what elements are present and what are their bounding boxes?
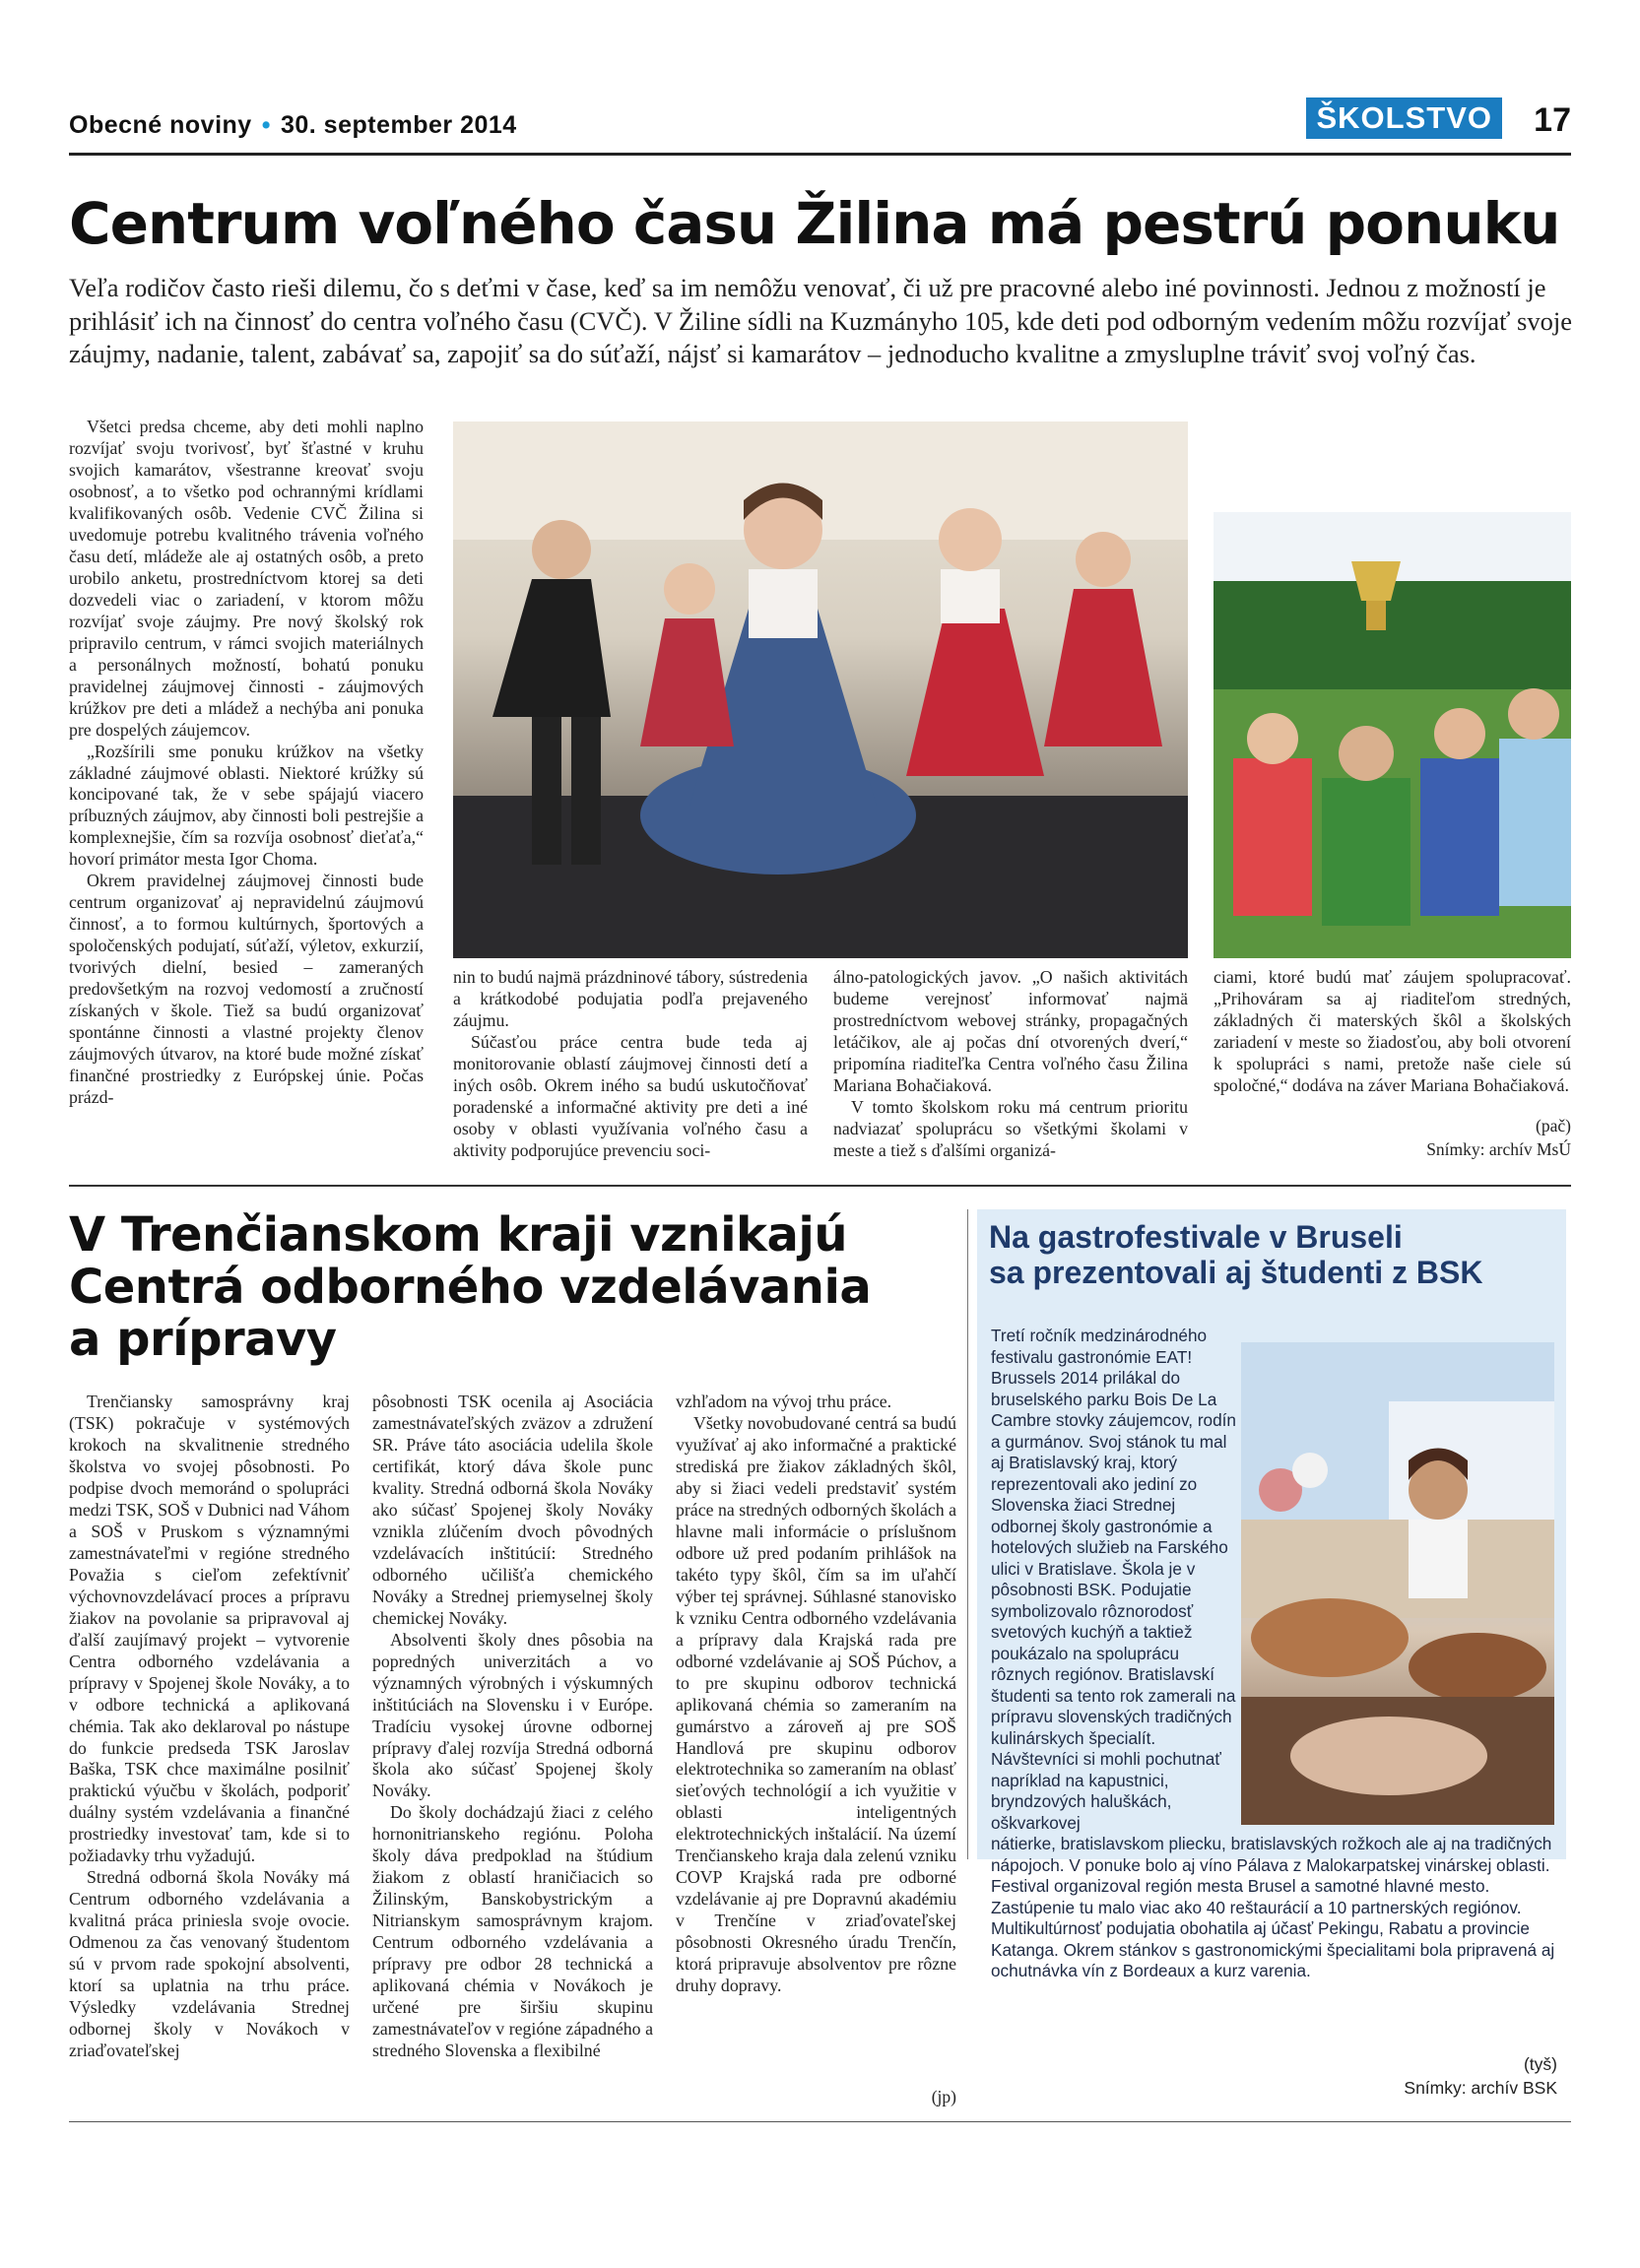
sidebar-credits [991, 2053, 1557, 2100]
article1-headline: Centrum voľného času Žilina má pestrú ponuku [69, 190, 1560, 257]
page-header [69, 94, 1571, 156]
page-number: 17 [1534, 101, 1571, 139]
separator-dot: • [261, 111, 271, 139]
article1-column-4 [1214, 967, 1571, 1097]
article1-column-2 [453, 967, 808, 1162]
paragraph: nátierke, bratislavskom pliecku, bratislavských rožkoch ale aj na tradičných nápojoch. V ponuke bolo aj víno Pálava z Malokarpatskej vinárskej oblasti. [991, 1834, 1552, 1875]
folk-dance-illustration [453, 421, 1188, 958]
paragraph: Okrem pravidelnej záujmovej činnosti bude centrum organizovať aj nepravidelnú záujmovú činnosť, a to formou kultúrnych, športových a spoločenských podujatí, súťaží, výletov, exkurzií, tvorivých dielní, besied – zameraných predovšetkým na rozvoj vedomostí a zručností získaných v škole. Tiež sa budú organizovať spontánne činnosti a vlastné projekty členov záujmových útvarov, na ktoré bude možné získať finančné prostriedky z Európskej únie. Počas prázd- [69, 871, 424, 1108]
trophy-photo [1214, 512, 1571, 958]
paragraph: Súčasťou práce centra bude teda aj monitorovanie oblastí záujmovej činnosti detí a iných osôb. Okrem iného sa budú uskutočňovať poradenské a informačné aktivity pre deti a iné osoby v oblasti využívania voľného času a aktivity podporujúce prevenciu soci- [453, 1031, 808, 1160]
column-divider [967, 1209, 968, 1859]
sidebar-text-narrow [991, 1326, 1242, 1834]
paragraph: Stredná odborná škola Nováky má Centrum odborného vzdelávania a kvalitná práca priniesla svoje ovocie. Odmenou za čas venovaný študentom sú v prvom rade spokojní absolventi, ktorí sa uplatnia na trhu práce. Výsledky vzdelávania Strednej odbornej školy v Novákoch v zriaďovateľskej [69, 1867, 350, 2061]
author-tag: (tyš) [1523, 2054, 1557, 2074]
folk-dance-photo [453, 421, 1188, 958]
article2-column-2 [372, 1392, 653, 2062]
sidebar-headline [989, 1219, 1560, 1290]
photo-credit: Snímky: archív BSK [1404, 2077, 1557, 2098]
headline-line: V Trenčianskom kraji vznikajú [69, 1207, 847, 1263]
photo-credit: Snímky: archív MsÚ [1426, 1138, 1571, 1159]
headline-line: Centrá odborného vzdelávania [69, 1259, 872, 1315]
section-divider [69, 1185, 1571, 1187]
gastrofestival-illustration [1241, 1342, 1554, 1825]
article2-author: (jp) [931, 2087, 956, 2106]
gastrofestival-photo [1241, 1342, 1554, 1825]
paragraph: ciami, ktoré budú mať záujem spolupracovať. „Prihováram sa aj riaditeľom stredných, základných či materských škôl a školských zariadení v meste so žiadosťou, aby boli otvorení k spolupráci s nami, pretože naše ciele sú spoločné,“ dodáva na záver Mariana Bohačiaková. [1214, 967, 1571, 1095]
headline-line: Na gastrofestivale v Bruseli [989, 1219, 1403, 1255]
paragraph: Trenčiansky samosprávny kraj (TSK) pokračuje v systémových krokoch na skvalitnenie stredného školstva vo svojej pôsobnosti. Po podpise dvoch memoránd o spolupráci medzi TSK, SOŠ v Dubnici nad Váhom a SOŠ v Pruskom s významnými zamestnávateľmi v regióne stredného Považia s cieľom zefektívniť výchovnovzdelávací proces a prípravu žiakov na povolanie sa pripravoval aj ďalší zaujímavý projekt – vytvorenie Centra odborného vzdelávania a prípravy v Spojenej škole Nováky, a to v odbore technická a aplikovaná chémia. Tak ako deklaroval po nástupe do funkcie predseda TSK Jaroslav Baška, TSK chce maximálne posilniť praktickú výučbu v školách, podporiť duálny systém vzdelávania a finančné prostriedky investovať tam, kde si to požiadavky trhu vyžadujú. [69, 1392, 350, 1866]
paragraph: „Rozšírili sme ponuku krúžkov na všetky základné záujmové oblasti. Niektoré krúžky sú koncipované tak, že v sebe spájajú viacero príbuzných záujmov, aby činnosti boli pestrejšie a komplexnejšie, čím sa rozvíja osobnosť dieťaťa,“ hovorí primátor mesta Igor Choma. [69, 741, 424, 870]
headline-line: a prípravy [69, 1311, 337, 1367]
bottom-divider [69, 2121, 1571, 2122]
article1-column-3 [833, 967, 1188, 1162]
paragraph: vzhľadom na vývoj trhu práce. [676, 1392, 892, 1411]
article1-lead: Veľa rodičov často rieši dilemu, čo s deťmi v čase, keď sa im nemôžu venovať, či už pre pracovné alebo iné povinnosti. Jednou z možností je prihlásiť ich na činnosť do centra voľného času (CVČ). V Žiline sídli na Kuzmányho 105, kde deti pod odborným vedením môžu rozvíjať svoje záujmy, nadanie, talent, zabávať sa, zapojiť sa do súťaží, nájsť si kamarátov – jednoducho kvalitne a zmysluplne tráviť svoj voľný čas. [69, 273, 1572, 369]
paragraph: pôsobnosti TSK ocenila aj Asociácia zamestnávateľských zväzov a združení SR. Práve táto asociácia udelila škole certifikát, ktorý dáva škole punc kvality. Stredná odborná škola Nováky ako súčasť Spojenej školy Nováky vznikla zlúčením dvoch pôvodných vzdelávacích inštitúcií: Stredného odborného učilišťa chemického Nováky a Strednej priemyselnej školy chemickej Nováky. [372, 1392, 653, 1628]
article2-column-3 [676, 1392, 956, 1997]
paragraph: Absolventi školy dnes pôsobia na popredných univerzitách a vo významných výrobných i výskumných inštitúciách na Slovensku i v Európe. Tradíciu vysokej úrovne odbornej prípravy ďalej rozvíja Stredná odborná škola ako súčasť Spojenej školy Nováky. [372, 1629, 653, 1801]
paragraph: nin to budú najmä prázdninové tábory, sústredenia a krátkodobé podujatia podľa prejaveného záujmu. [453, 967, 808, 1030]
trophy-illustration [1214, 512, 1571, 958]
paragraph: Všetci predsa chceme, aby deti mohli naplno rozvíjať svoju tvorivosť, byť šťastné v kruhu svojich kamarátov, všestranne kreovať svoju osobnosť, a to všetko pod ochrannými krídlami kvalifikovaných osôb. Vedenie CVČ Žilina si uvedomuje potrebu kvalitného trávenia voľného času detí, mládeže ale aj ostatných osôb, a preto urobilo anketu, prostredníctvom ktorej sa deti dozvedeli viac o zariadení, v ktorom môžu rozvíjať svoje záujmy. Pre nový školský rok pripravilo centrum, v rámci svojich materiálnych a personálnych možností, bohatú ponuku pravidelnej záujmovej činnosti - záujmových krúžkov pre deti a mládež a nechýba ani ponuka pre dospelých záujemcov. [69, 417, 424, 740]
article1-column-1 [69, 417, 424, 1109]
article1-credits [1214, 1115, 1571, 1161]
headline-line: sa prezentovali aj študenti z BSK [989, 1255, 1483, 1291]
section-label: ŠKOLSTVO [1306, 97, 1502, 139]
sidebar-text-wide [991, 1834, 1557, 1982]
paragraph: álno-patologických javov. „O našich aktivitách budeme verejnosť informovať najmä prostredníctvom webovej stránky, propagačných letáčikov, ale aj počas dní otvorených dverí,“ pripomína riaditeľka Centra voľného času Žilina Mariana Bohačiaková. [833, 967, 1188, 1095]
publication-name: Obecné noviny [69, 111, 252, 139]
article2-headline [69, 1209, 916, 1365]
issue-date: 30. september 2014 [280, 111, 517, 139]
publication-line [69, 111, 517, 140]
author-tag: (pač) [1536, 1116, 1571, 1135]
paragraph: V tomto školskom roku má centrum prioritu nadviazať spoluprácu so všetkými školami v meste a tiež s ďalšími organizá- [833, 1096, 1188, 1160]
paragraph: Festival organizoval región mesta Brusel a samotné hlavné mesto. Zastúpenie tu malo viac ako 40 reštaurácií a 10 partnerských regiónov. Multikultúrnosť podujatia obohatila aj účasť Pekingu, Rabatu a provincie Katanga. Okrem stánkov s gastronomickými špecialitami bola pripravená aj ochutnávka vín z Bordeaux a kurz varenia. [991, 1876, 1555, 1980]
paragraph: Všetky novobudované centrá sa budú využívať aj ako informačné a praktické strediská pre žiakov základných škôl, aby si žiaci vedeli predstaviť systém práce na stredných odborných školách a hlavne mali informácie o príslušnom odbore už pred podaním prihlášok na takéto typy škôl, čím sa im uľahčí výber tej správnej. Súhlasné stanovisko k vzniku Centra odborného vzdelávania a prípravy dala Krajská rada pre odborné vzdelávanie aj SOŠ Púchov, a to pre skupinu odborov technická aplikovaná chémia so zameraním na gumárstvo a zároveň aj pre SOŠ Handlová pre skupinu odborov elektrotechnika so zameraním na oblasť sieťových technológií a ich využitie v oblasti inteligentných elektrotechnických inštalácií. Na území Trenčianskeho kraja dala zelenú vzniku COVP Krajská rada pre odborné vzdelávanie aj pre Dopravnú akadémiu v Trenčíne v zriaďovateľskej pôsobnosti Okresného úradu Trenčín, ktorá pripravuje absolventov pre rôzne druhy dopravy. [676, 1412, 956, 1996]
paragraph: Tretí ročník medzinárodného festivalu gastronómie EAT! Brussels 2014 prilákal do bruselského parku Bois De La Cambre stovky záujemcov, rodín a gurmánov. Svoj stánok tu mal aj Bratislavský kraj, ktorý reprezentovali ako jediní zo Slovenska žiaci Strednej odbornej školy gastronómie a hotelových služieb na Farského ulici v Bratislave. Škola je v pôsobnosti BSK. Podujatie symbolizovalo rôznorodosť svetových kuchýň a taktiež poukázalo na spoluprácu rôznych regiónov. Bratislavskí študenti sa tento rok zamerali na prípravu slovenských tradičných kulinárskych špecialít. Návštevníci si mohli pochutnať napríklad na kapustnici, bryndzových haluškách, oškvarkovej [991, 1326, 1236, 1833]
article2-column-1 [69, 1392, 350, 2062]
paragraph: Do školy dochádzajú žiaci z celého hornonitrianskeho regiónu. Poloha školy dáva predpoklad na štúdium žiakom z oblastí hraničiacich so Žilinským, Banskobystrickým a Nitrianskym samosprávnym krajom. Centrum odborného vzdelávania a prípravy pre odbor 28 technická a aplikovaná chémia v Novákoch je určené pre širšiu skupinu zamestnávateľov v regióne západného a stredného Slovenska a flexibilné [372, 1802, 653, 2061]
